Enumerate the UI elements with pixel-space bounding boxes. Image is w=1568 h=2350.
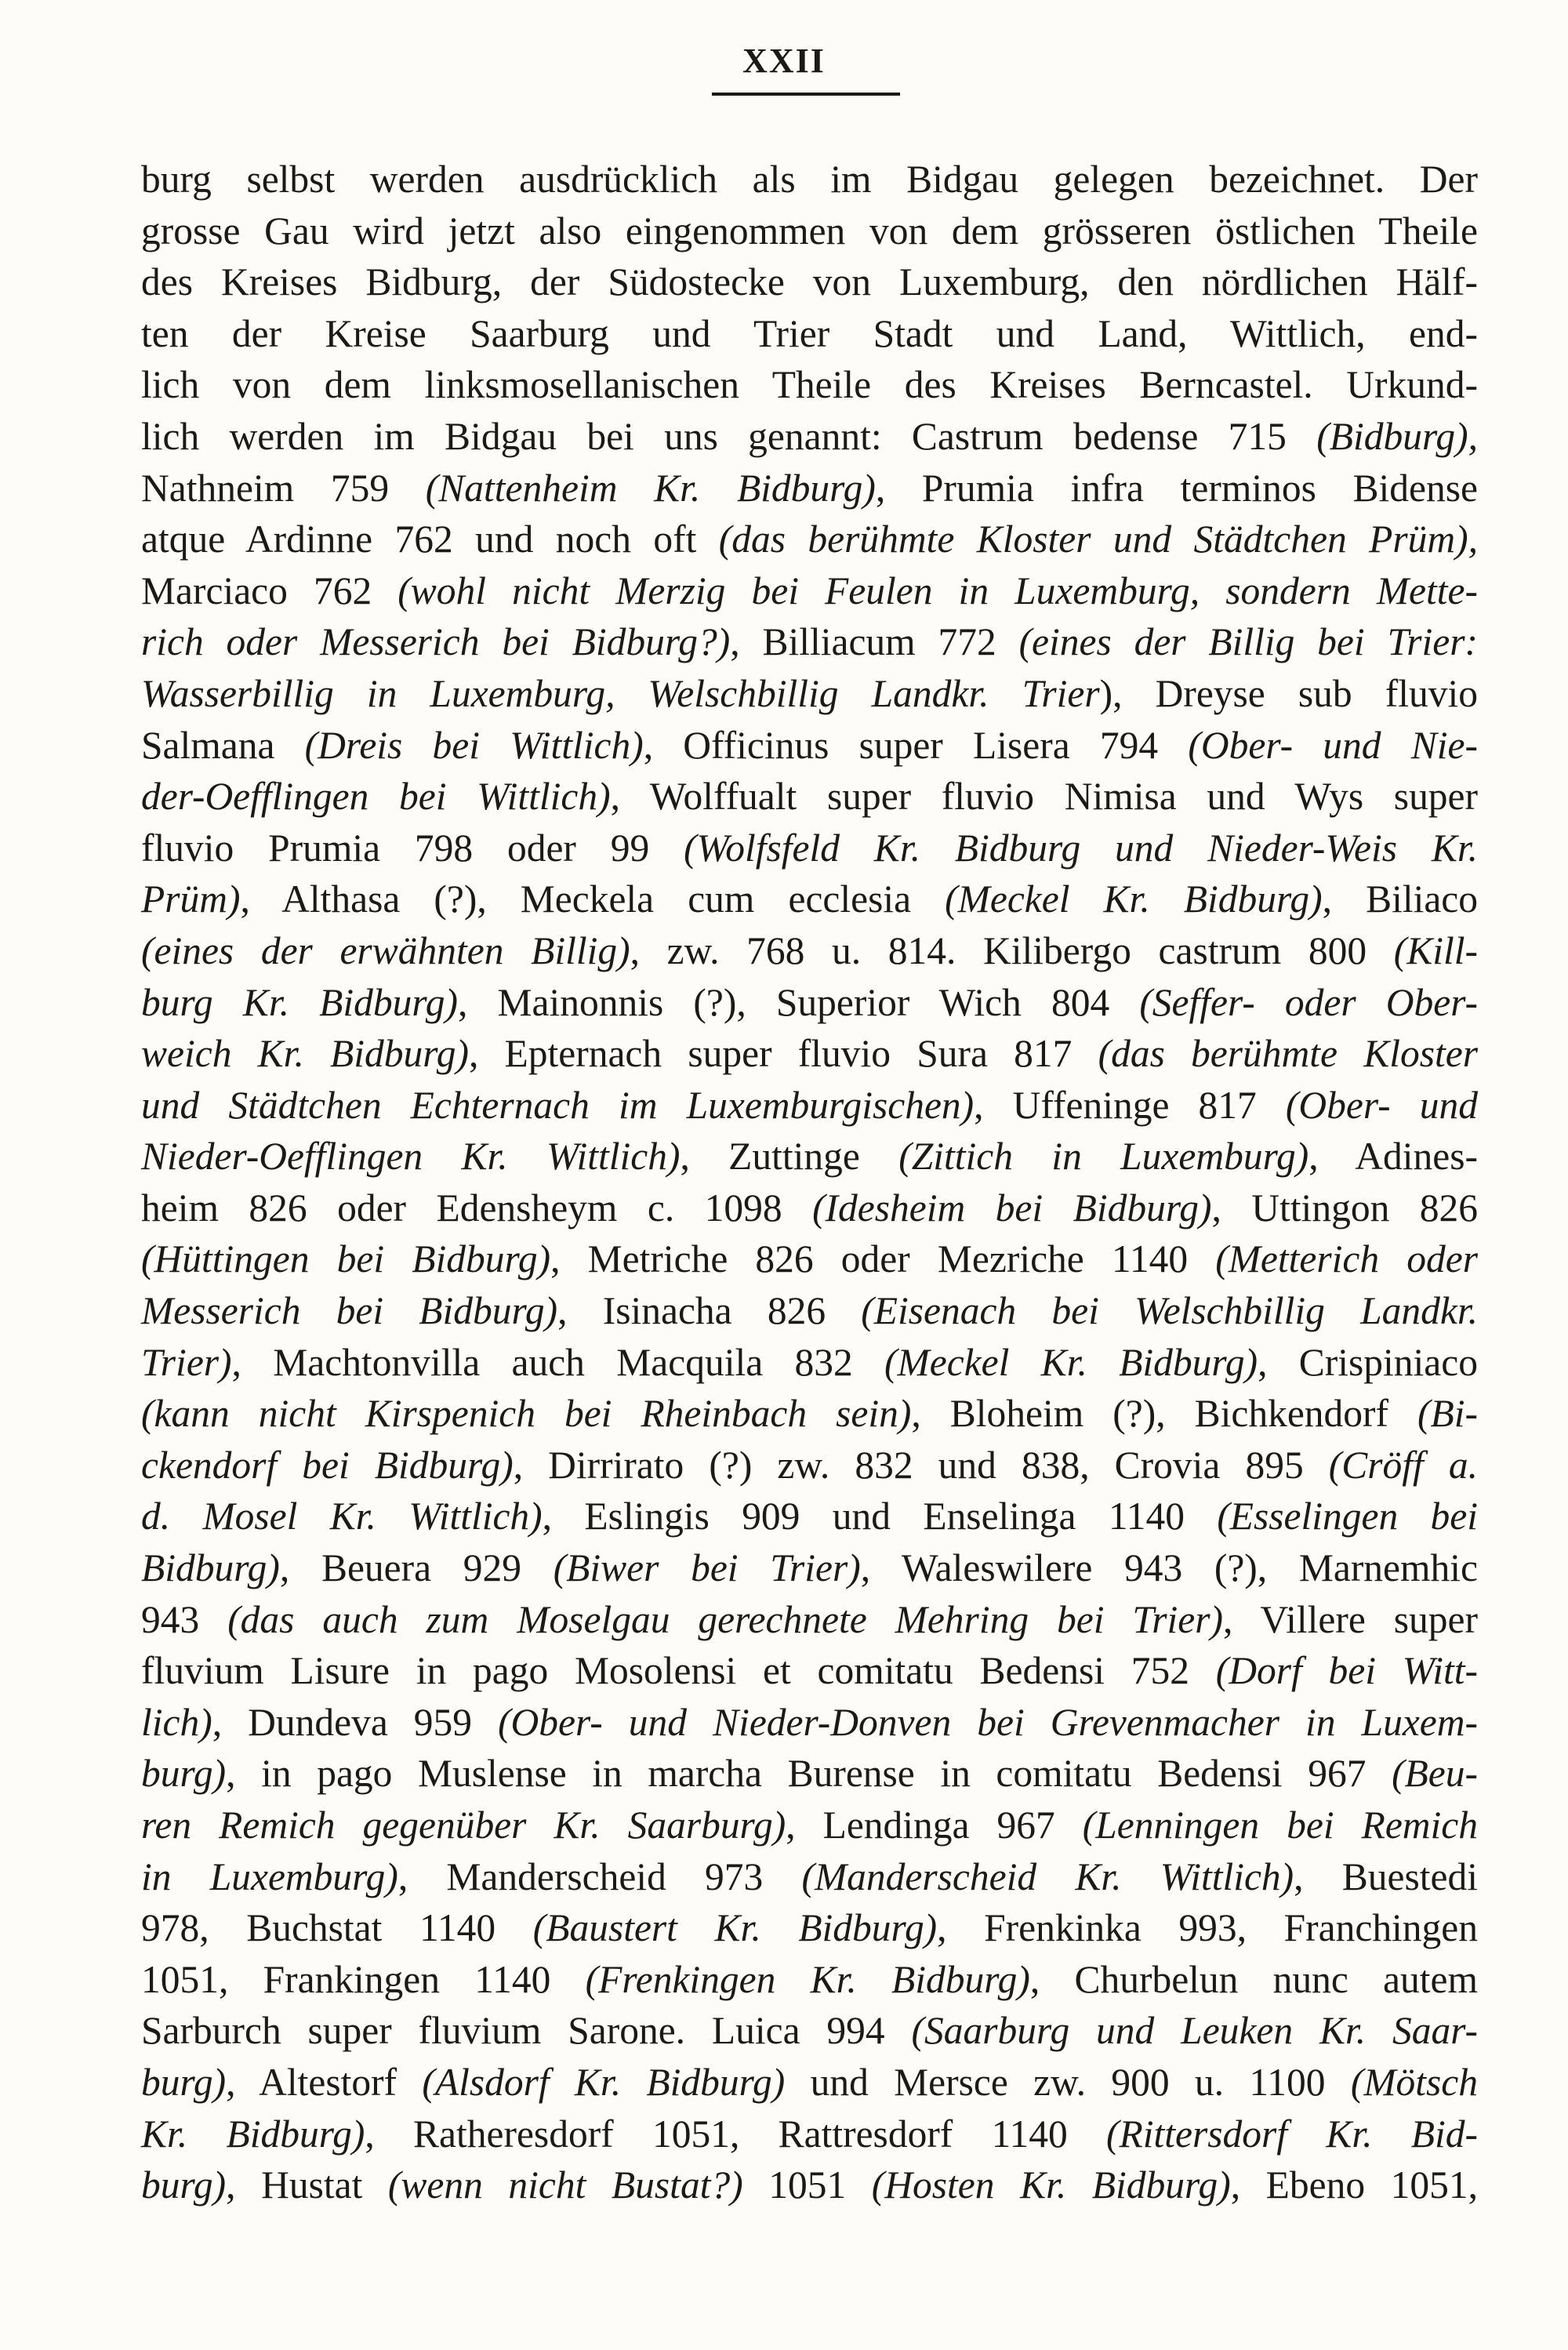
text-line: [141, 2108, 1478, 2160]
italic-segment: (Mötsch: [1350, 2060, 1479, 2104]
text-line: [141, 874, 1478, 925]
text-segment: des Kreises Bidburg, der Südostecke von Luxemburg, den nördlichen Hälf-: [141, 260, 1478, 304]
italic-segment: (eines der erwähnten Billig): [141, 928, 630, 972]
text-segment: atque Ardinne 762 und noch oft: [141, 518, 719, 561]
text-line: [141, 1080, 1478, 1131]
italic-segment: der-Oefflingen bei Wittlich): [141, 775, 611, 819]
italic-segment: (Lenningen bei Remich: [1082, 1803, 1478, 1847]
text-line: [141, 1851, 1478, 1903]
italic-segment: (Ober- und Nie-: [1188, 723, 1478, 767]
text-line: [141, 1697, 1478, 1749]
text-segment: lich werden im Bidgau bei uns genannt: Castrum bedense 715: [141, 414, 1317, 458]
italic-segment: (Rittersdorf Kr. Bid-: [1106, 2112, 1478, 2156]
italic-segment: Messerich bei Bidburg): [141, 1289, 558, 1333]
text-segment: , Lendinga 967: [786, 1803, 1083, 1847]
italic-segment: in Luxemburg): [141, 1854, 398, 1898]
text-line: [141, 359, 1478, 411]
italic-segment: (Frenkingen Kr. Bidburg): [585, 1957, 1030, 2001]
text-line: [141, 823, 1478, 874]
text-segment: , Waleswilere 943 (?), Marnemhic: [860, 1546, 1478, 1590]
text-segment: , Dirrirato (?) zw. 832 und 838, Crovia 895: [513, 1443, 1329, 1487]
text-segment: , in pago Muslense in marcha Burense in comitatu Bedensi 967: [226, 1752, 1392, 1796]
italic-segment: (Nattenheim Kr. Bidburg): [425, 466, 876, 510]
text-segment: , Metriche 826 oder Mezriche 1140: [550, 1237, 1216, 1281]
text-line: [141, 463, 1478, 514]
text-segment: ), Dreyse sub fluvio: [1099, 671, 1478, 715]
italic-segment: lich): [141, 1700, 212, 1744]
text-line: [141, 668, 1478, 720]
page-number-rule: [712, 93, 900, 96]
italic-segment: (wenn nicht Bustat?): [387, 2163, 743, 2207]
text-line: [141, 1542, 1478, 1594]
italic-segment: (Metterich oder: [1215, 1237, 1478, 1281]
text-line: [141, 2159, 1478, 2211]
text-segment: 1051: [742, 2163, 872, 2207]
italic-segment: ren Remich gegenüber Kr. Saarburg): [141, 1803, 786, 1847]
italic-segment: (Manderscheid Kr. Wittlich): [801, 1854, 1294, 1898]
text-segment: Marciaco 762: [141, 568, 398, 612]
text-segment: , Eslingis 909 und Enselinga 1140: [542, 1495, 1218, 1538]
text-line: [141, 1902, 1478, 1954]
italic-segment: weich Kr. Bidburg): [141, 1032, 469, 1076]
text-segment: , Uffeninge 817: [974, 1083, 1286, 1127]
text-segment: , Bloheim (?), Bichkendorf: [911, 1392, 1418, 1436]
text-segment: , Ratheresdorf 1051, Rattresdorf 1140: [365, 2112, 1107, 2156]
text-body: [141, 154, 1478, 2211]
text-segment: , Mainonnis (?), Superior Wich 804: [458, 980, 1140, 1024]
italic-segment: (Cröff a.: [1328, 1443, 1478, 1487]
text-segment: , Billiacum 772: [730, 620, 1019, 664]
text-segment: , Machtonvilla auch Macquila 832: [231, 1340, 885, 1384]
italic-segment: ckendorf bei Bidburg): [141, 1443, 514, 1487]
italic-segment: (Bi-: [1417, 1392, 1478, 1436]
italic-segment: und Städtchen Echternach im Luxemburgischen): [141, 1083, 975, 1127]
text-line: [141, 256, 1478, 308]
italic-segment: (Zittich in Luxemburg): [898, 1135, 1309, 1179]
text-line: [141, 308, 1478, 360]
text-line: [141, 1748, 1478, 1800]
text-line: [141, 1594, 1478, 1646]
text-line: [141, 205, 1478, 257]
text-segment: fluvio Prumia 798 oder 99: [141, 826, 684, 870]
text-segment: 943: [141, 1597, 228, 1641]
italic-segment: (Dreis bei Wittlich): [304, 723, 644, 767]
text-segment: , Isinacha 826: [557, 1289, 862, 1333]
text-segment: , Biliaco: [1322, 877, 1478, 921]
text-line: [141, 1285, 1478, 1337]
text-segment: , Frenkinka 993, Franchingen: [937, 1906, 1478, 1950]
text-segment: Nathneim 759: [141, 466, 426, 510]
text-segment: , zw. 768 u. 814. Kilibergo castrum 800: [630, 928, 1394, 972]
text-segment: Sarburch super fluvium Sarone. Luica 994: [141, 2009, 912, 2053]
text-segment: , Adines-: [1308, 1135, 1478, 1179]
italic-segment: burg): [141, 1752, 227, 1796]
text-line: [141, 514, 1478, 565]
text-segment: , Crispiniaco: [1258, 1340, 1478, 1384]
text-line: [141, 1954, 1478, 2006]
text-segment: Salmana: [141, 723, 305, 767]
text-line: [141, 1028, 1478, 1080]
text-segment: , Wolffualt super fluvio Nimisa und Wys super: [610, 775, 1478, 819]
italic-segment: (Idesheim bei Bidburg): [812, 1186, 1212, 1229]
italic-segment: d. Mosel Kr. Wittlich): [141, 1495, 543, 1538]
italic-segment: (Bidburg),: [1316, 414, 1478, 458]
text-segment: , Althasa (?), Meckela cum ecclesia: [240, 877, 946, 921]
text-line: [141, 411, 1478, 463]
text-line: [141, 1440, 1478, 1491]
text-segment: grosse Gau wird jetzt also eingenommen von dem grösseren östlichen Theile: [141, 209, 1478, 252]
italic-segment: (Kill-: [1393, 928, 1478, 972]
text-line: [141, 1182, 1478, 1234]
italic-segment: rich oder Messerich bei Bidburg?): [141, 620, 731, 664]
italic-segment: (Ober- und Nieder-Donven bei Grevenmacher in Luxem-: [498, 1700, 1478, 1744]
text-line: [141, 565, 1478, 617]
text-line: [141, 1131, 1478, 1182]
text-line: [141, 720, 1478, 772]
text-segment: , Prumia infra terminos Bidense: [875, 466, 1478, 510]
text-segment: lich von dem linksmosellanischen Theile des Kreises Berncastel. Urkund-: [141, 363, 1478, 407]
text-line: [141, 1388, 1478, 1440]
italic-segment: burg): [141, 2060, 227, 2104]
text-segment: , Churbelun nunc autem: [1029, 1957, 1478, 2001]
text-segment: , Altestorf: [226, 2060, 423, 2104]
text-segment: heim 826 oder Edensheym c. 1098: [141, 1186, 813, 1229]
italic-segment: (wohl nicht Merzig bei Feulen in Luxemburg, sondern Mette-: [397, 568, 1478, 612]
italic-segment: (eines der Billig bei Trier:: [1018, 620, 1478, 664]
italic-segment: (Esselingen bei: [1217, 1495, 1478, 1538]
italic-segment: burg): [141, 2163, 227, 2207]
text-line: [141, 1233, 1478, 1285]
text-segment: , Ebeno 1051,: [1230, 2163, 1478, 2207]
italic-segment: Wasserbillig in Luxemburg, Welschbillig Landkr. Trier: [141, 671, 1100, 715]
italic-segment: (Biwer bei Trier): [553, 1546, 861, 1590]
italic-segment: burg Kr. Bidburg): [141, 980, 459, 1024]
text-line: [141, 2057, 1478, 2108]
text-line: [141, 771, 1478, 823]
italic-segment: (Meckel Kr. Bidburg): [884, 1340, 1258, 1384]
text-line: [141, 154, 1478, 205]
text-segment: , Hustat: [226, 2163, 388, 2207]
italic-segment: Prüm): [141, 877, 241, 921]
text-segment: fluvium Lisure in pago Mosolensi et comitatu Bedensi 752: [141, 1649, 1216, 1693]
italic-segment: Bidburg): [141, 1546, 280, 1590]
italic-segment: (Seffer- oder Ober-: [1139, 980, 1478, 1024]
italic-segment: (Dorf bei Witt-: [1215, 1649, 1478, 1693]
italic-segment: (das auch zum Moselgau gerechnete Mehring bei Trier): [227, 1597, 1223, 1641]
text-segment: , Zuttinge: [680, 1135, 899, 1179]
text-segment: ten der Kreise Saarburg und Trier Stadt und Land, Wittlich, end-: [141, 311, 1478, 355]
italic-segment: Trier): [141, 1340, 232, 1384]
page-number: XXII: [742, 42, 826, 80]
italic-segment: (das berühmte Kloster und Städtchen Prüm),: [718, 518, 1478, 561]
text-segment: , Dundeva 959: [212, 1700, 499, 1744]
text-line: [141, 1800, 1478, 1851]
italic-segment: (Ober- und: [1285, 1083, 1478, 1127]
text-line: [141, 616, 1478, 668]
text-segment: , Buestedi: [1294, 1854, 1478, 1898]
text-line: [141, 1491, 1478, 1542]
italic-segment: (Eisenach bei Welschbillig Landkr.: [861, 1289, 1478, 1333]
text-segment: , Officinus super Lisera 794: [643, 723, 1189, 767]
text-segment: burg selbst werden ausdrücklich als im Bidgau gelegen bezeichnet. Der: [141, 158, 1478, 201]
text-segment: , Epternach super fluvio Sura 817: [468, 1032, 1098, 1076]
italic-segment: Nieder-Oefflingen Kr. Wittlich): [141, 1135, 681, 1179]
italic-segment: (Saarburg und Leuken Kr. Saar-: [911, 2009, 1478, 2053]
text-segment: 1051, Frankingen 1140: [141, 1957, 586, 2001]
italic-segment: (Beu-: [1392, 1752, 1478, 1796]
italic-segment: (kann nicht Kirspenich bei Rheinbach sein): [141, 1392, 912, 1436]
italic-segment: (Alsdorf Kr. Bidburg): [422, 2060, 786, 2104]
italic-segment: (Hüttingen bei Bidburg): [141, 1237, 551, 1281]
italic-segment: (Baustert Kr. Bidburg): [532, 1906, 938, 1950]
italic-segment: Kr. Bidburg): [141, 2112, 365, 2156]
text-line: [141, 2005, 1478, 2057]
text-segment: , Manderscheid 973: [397, 1854, 802, 1898]
text-line: [141, 925, 1478, 977]
text-line: [141, 1337, 1478, 1389]
text-segment: , Beuera 929: [279, 1546, 554, 1590]
text-segment: und Mersce zw. 900 u. 1100: [785, 2060, 1351, 2104]
italic-segment: (Wolfsfeld Kr. Bidburg und Nieder-Weis Kr.: [684, 826, 1478, 870]
italic-segment: (das berühmte Kloster: [1098, 1032, 1478, 1076]
italic-segment: (Hosten Kr. Bidburg): [871, 2163, 1231, 2207]
text-segment: 978, Buchstat 1140: [141, 1906, 533, 1950]
text-line: [141, 1645, 1478, 1697]
text-segment: , Villere super: [1222, 1597, 1478, 1641]
text-line: [141, 977, 1478, 1029]
text-segment: , Uttingon 826: [1211, 1186, 1478, 1229]
italic-segment: (Meckel Kr. Bidburg): [945, 877, 1323, 921]
